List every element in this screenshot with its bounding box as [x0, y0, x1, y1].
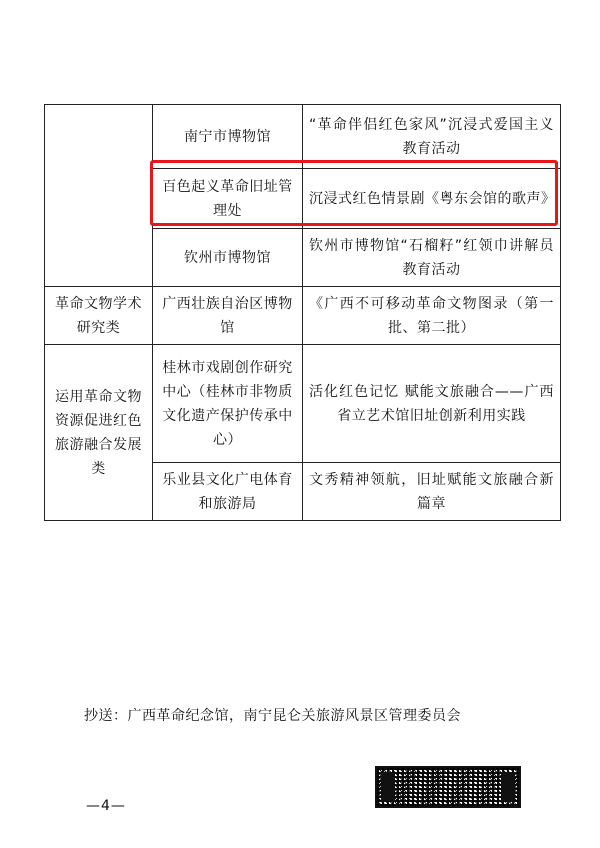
unit-cell: 南宁市博物馆 [153, 105, 303, 169]
project-cell: 活化红色记忆 赋能文旅融合——广西省立艺术馆旧址创新利用实践 [303, 345, 561, 463]
table-row [45, 345, 561, 463]
project-cell: 沉浸式红色情景剧《粤东会馆的歌声》 [303, 169, 561, 229]
unit-cell: 钦州市博物馆 [153, 229, 303, 287]
page-number: —4— [86, 798, 126, 814]
project-cell: 文秀精神领航，旧址赋能文旅融合新篇章 [303, 463, 561, 521]
qr-code [375, 766, 521, 808]
award-table [44, 104, 561, 521]
unit-cell: 百色起义革命旧址管理处 [153, 169, 303, 229]
unit-cell: 乐业县文化广电体育和旅游局 [153, 463, 303, 521]
unit-cell: 桂林市戏剧创作研究中心（桂林市非物质文化遗产保护传承中心） [153, 345, 303, 463]
unit-cell: 广西壮族自治区博物馆 [153, 287, 303, 345]
table-row [45, 105, 561, 169]
project-cell: “革命伴侣红色家风”沉浸式爱国主义教育活动 [303, 105, 561, 169]
category-cell [45, 105, 153, 287]
cc-line: 抄送：广西革命纪念馆，南宁昆仑关旅游风景区管理委员会 [84, 708, 461, 724]
category-cell: 革命文物学术研究类 [45, 287, 153, 345]
project-cell: 《广西不可移动革命文物图录（第一批、第二批） [303, 287, 561, 345]
project-cell: 钦州市博物馆“石榴籽”红领巾讲解员教育活动 [303, 229, 561, 287]
table-row [45, 287, 561, 345]
category-cell: 运用革命文物资源促进红色旅游融合发展类 [45, 345, 153, 521]
